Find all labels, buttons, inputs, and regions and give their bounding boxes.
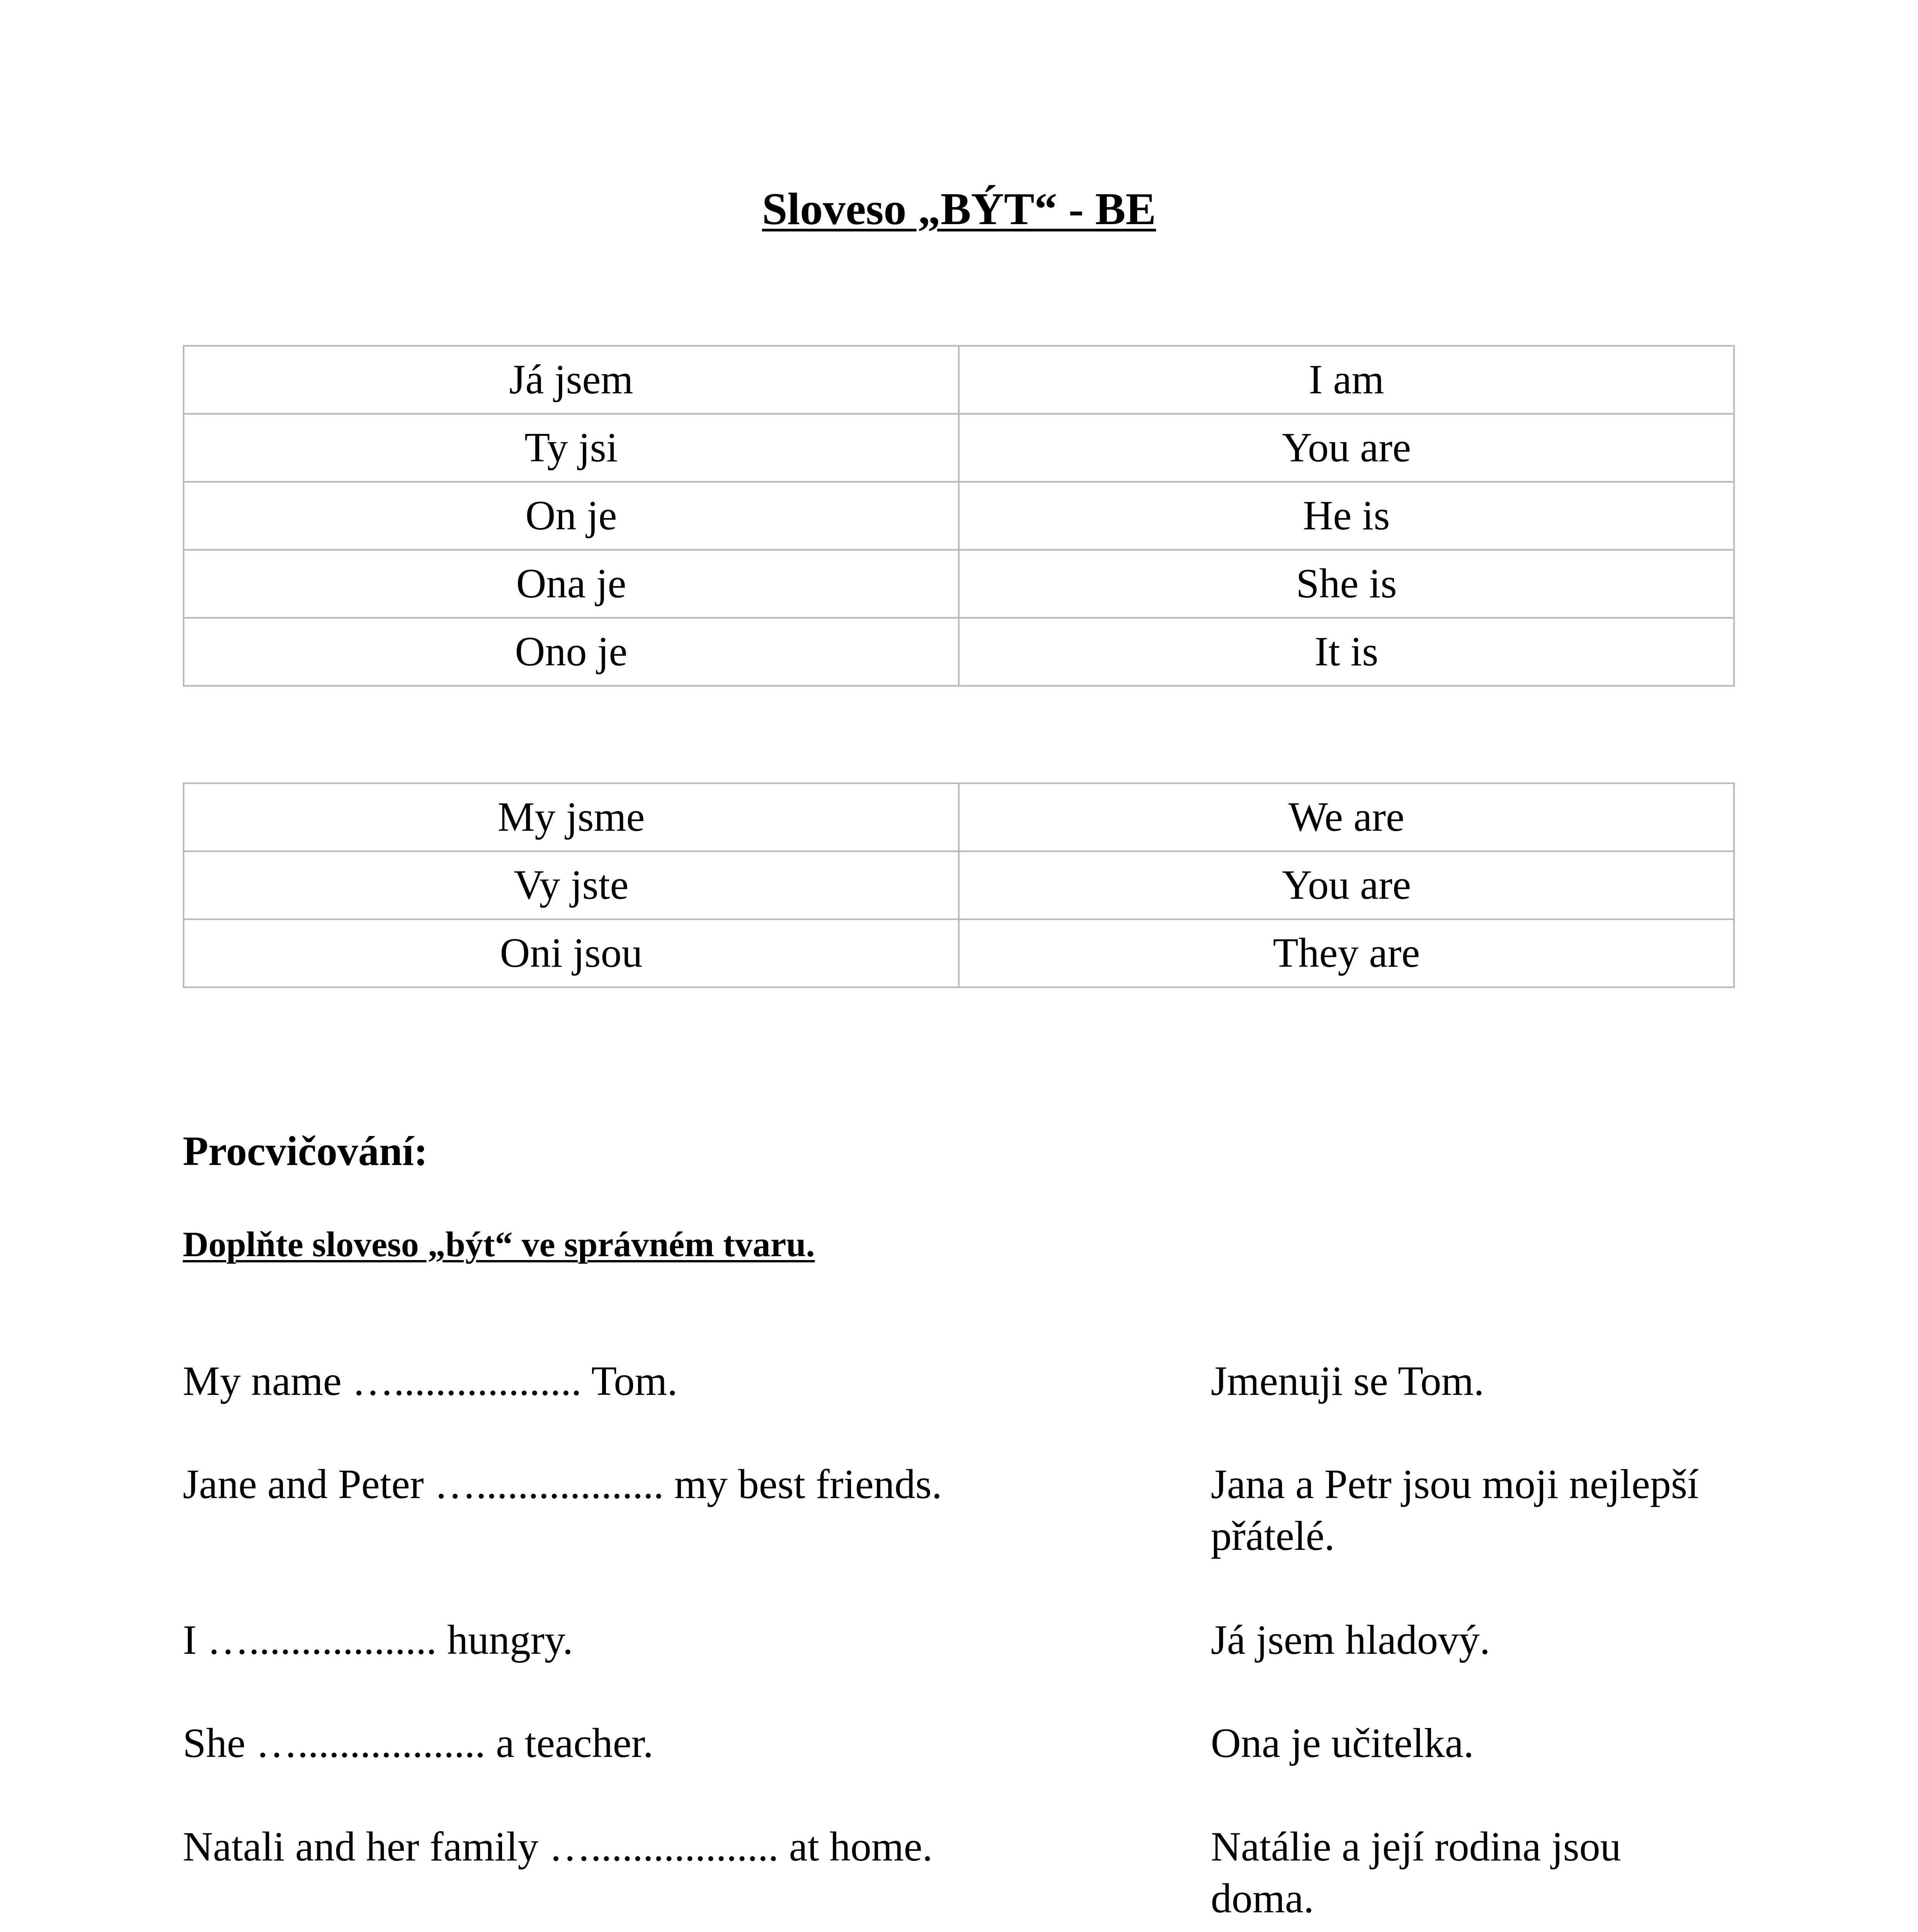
exercise-translation: Natálie a její rodina jsou doma. xyxy=(1211,1824,1621,1922)
table-cell-czech: Ty jsi xyxy=(184,414,959,482)
table-row xyxy=(184,919,1734,987)
table-cell-english: She is xyxy=(959,550,1734,618)
table-cell-english: They are xyxy=(959,919,1734,987)
table-row xyxy=(184,851,1734,919)
plural-conjugation-table xyxy=(183,782,1735,988)
table-row xyxy=(184,346,1734,414)
practice-instruction: Doplňte sloveso „být“ ve správném tvaru. xyxy=(183,1225,815,1264)
exercise-sentence: I ….................. hungry. xyxy=(183,1617,573,1663)
practice-heading: Procvičování: xyxy=(183,1128,428,1174)
exercise-sentence: My name ….................. Tom. xyxy=(183,1358,678,1404)
table-row xyxy=(184,783,1734,851)
table-cell-czech: My jsme xyxy=(184,783,959,851)
table-cell-english: We are xyxy=(959,783,1734,851)
table-cell-czech: Já jsem xyxy=(184,346,959,414)
table-cell-czech: Vy jste xyxy=(184,851,959,919)
page-title: Sloveso „BÝT“ - BE xyxy=(762,184,1156,234)
table-cell-czech: Ono je xyxy=(184,618,959,686)
exercise-sentence: Natali and her family ….................. at home. xyxy=(183,1824,933,1870)
table-cell-english: He is xyxy=(959,482,1734,550)
table-row xyxy=(184,550,1734,618)
table-row xyxy=(184,618,1734,686)
exercise-translation: Ona je učitelka. xyxy=(1211,1720,1474,1766)
exercise-sentence: She ….................. a teacher. xyxy=(183,1720,654,1766)
exercise-translation: Jana a Petr jsou moji nejlepší přátelé. xyxy=(1211,1461,1699,1559)
table-cell-english: You are xyxy=(959,414,1734,482)
table-cell-english: I am xyxy=(959,346,1734,414)
table-cell-english: It is xyxy=(959,618,1734,686)
table-cell-czech: Oni jsou xyxy=(184,919,959,987)
exercise-translation: Jmenuji se Tom. xyxy=(1211,1358,1484,1404)
table-cell-english: You are xyxy=(959,851,1734,919)
singular-conjugation-table xyxy=(183,345,1735,687)
table-row xyxy=(184,414,1734,482)
table-cell-czech: On je xyxy=(184,482,959,550)
exercise-sentence: Jane and Peter ….................. my best friends. xyxy=(183,1461,942,1507)
table-row xyxy=(184,482,1734,550)
exercise-translation: Já jsem hladový. xyxy=(1211,1617,1490,1663)
table-cell-czech: Ona je xyxy=(184,550,959,618)
